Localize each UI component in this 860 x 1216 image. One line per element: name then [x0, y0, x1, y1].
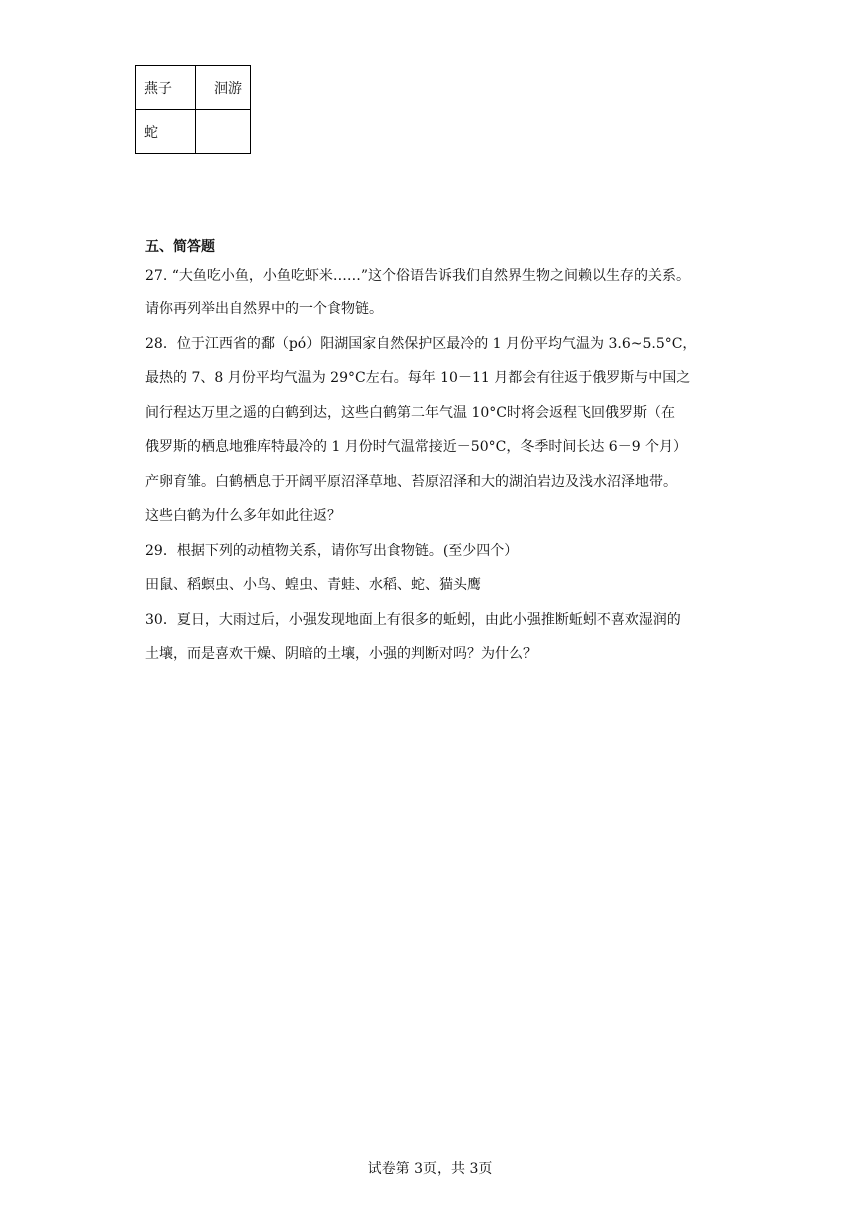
question-line: 俄罗斯的栖息地雅库特最冷的 1 月份时气温常接近－50°C，冬季时间长达 6－9 个月）: [145, 439, 688, 455]
question-30: [145, 603, 725, 672]
section-title: 五、简答题: [145, 239, 215, 255]
page-footer: 试卷第 3页，共 3页: [367, 1161, 493, 1177]
short-answer-section: [145, 234, 725, 672]
animal-behavior-table: [135, 65, 251, 154]
question-line: 30．夏日，大雨过后，小强发现地面上有很多的蚯蚓，由此小强推断蚯蚓不喜欢湿润的: [145, 611, 681, 628]
question-28: [145, 327, 725, 534]
question-line: 27. “大鱼吃小鱼，小鱼吃虾米……”这个俗语告诉我们自然界生物之间赖以生存的关系。: [145, 268, 691, 284]
question-line: 土壤，而是喜欢干燥、阴暗的土壤，小强的判断对吗？为什么？: [145, 646, 537, 662]
table-row: [136, 66, 251, 110]
question-line: 最热的 7、8 月份平均气温为 29°C左右。每年 10－11 月都会有往返于俄罗斯与中国之: [145, 370, 691, 386]
question-line: 28．位于江西省的鄱（pó）阳湖国家自然保护区最冷的 1 月份平均气温为 3.6~5.5°C，: [145, 335, 697, 352]
question-line: 间行程达万里之遥的白鹤到达，这些白鹤第二年气温 10°C时将会返程飞回俄罗斯（在: [145, 404, 675, 421]
table-cell: 蛇: [136, 110, 196, 154]
table-row: [136, 110, 251, 154]
table-cell: [196, 110, 251, 154]
table-cell: 洄游: [196, 66, 251, 110]
question-29: [145, 534, 725, 603]
question-line: 29．根据下列的动植物关系，请你写出食物链。(至少四个）: [145, 542, 519, 559]
question-line: 这些白鹤为什么多年如此往返？: [145, 508, 341, 524]
question-line: 田鼠、稻螟虫、小鸟、蝗虫、青蛙、水稻、蛇、猫头鹰: [145, 577, 481, 593]
question-line: 产卵育雏。白鹤栖息于开阔平原沼泽草地、苔原沼泽和大的湖泊岩边及浅水沼泽地带。: [145, 473, 677, 490]
question-27: [145, 260, 725, 327]
table-cell: 燕子: [136, 66, 196, 110]
question-line: 请你再列举出自然界中的一个食物链。: [145, 301, 383, 317]
